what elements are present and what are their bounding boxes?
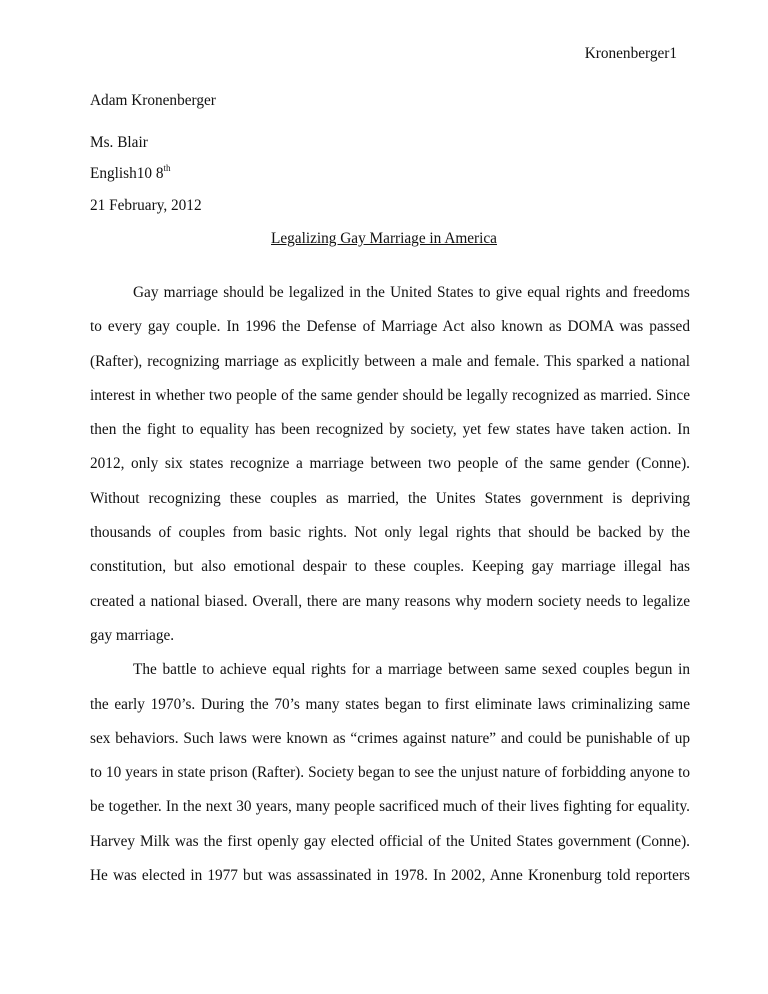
body-line: thousands of couples from basic rights. Not only legal rights that should be backed by the <box>90 524 690 542</box>
body-line: Harvey Milk was the first openly gay elected official of the United States government (Conne). <box>90 832 690 850</box>
body-line: created a national biased. Overall, there are many reasons why modern society needs to legalize <box>90 592 690 610</box>
body-line: (Rafter), recognizing marriage as explicitly between a male and female. This sparked a national <box>90 352 690 370</box>
body-line: Without recognizing these couples as married, the Unites States government is depriving <box>90 489 690 507</box>
body-line: 2012, only six states recognize a marriage between two people of the same gender (Conne). <box>90 455 690 473</box>
essay-body <box>90 276 690 893</box>
body-line-text: Gay marriage should be legalized in the United States to give equal rights and freedoms <box>133 284 690 301</box>
essay-title: Legalizing Gay Marriage in America <box>271 230 497 247</box>
body-line: constitution, but also emotional despair to these couples. Keeping gay marriage illegal has <box>90 558 690 576</box>
body-line: be together. In the next 30 years, many people sacrificed much of their lives fighting for equality. <box>90 798 690 816</box>
teacher-name: Ms. Blair <box>90 134 148 151</box>
essay-date: 21 February, 2012 <box>90 197 202 214</box>
course-name <box>90 164 171 184</box>
body-line: then the fight to equality has been recognized by society, yet few states have taken action. In <box>90 421 690 439</box>
body-line: the early 1970’s. During the 70’s many states began to first eliminate laws criminalizing same <box>90 695 690 713</box>
course-label: English10 8 <box>90 165 164 182</box>
body-line <box>90 276 690 310</box>
body-line-text: The battle to achieve equal rights for a marriage between same sexed couples begun in <box>133 661 691 679</box>
running-head: Kronenberger1 <box>584 45 677 62</box>
body-line: interest in whether two people of the same gender should be legally recognized as married. Since <box>90 386 690 404</box>
body-line: to 10 years in state prison (Rafter). Society began to see the unjust nature of forbidding anyone to <box>90 764 690 782</box>
body-line: He was elected in 1977 but was assassinated in 1978. In 2002, Anne Kronenburg told reporters <box>90 867 690 885</box>
body-line: to every gay couple. In 1996 the Defense of Marriage Act also known as DOMA was passed <box>90 318 690 336</box>
body-line: gay marriage. <box>90 626 175 644</box>
body-line: sex behaviors. Such laws were known as “crimes against nature” and could be punishable of up <box>90 729 690 747</box>
body-line <box>90 653 690 687</box>
author-name: Adam Kronenberger <box>90 92 216 109</box>
course-superscript: th <box>163 163 171 173</box>
